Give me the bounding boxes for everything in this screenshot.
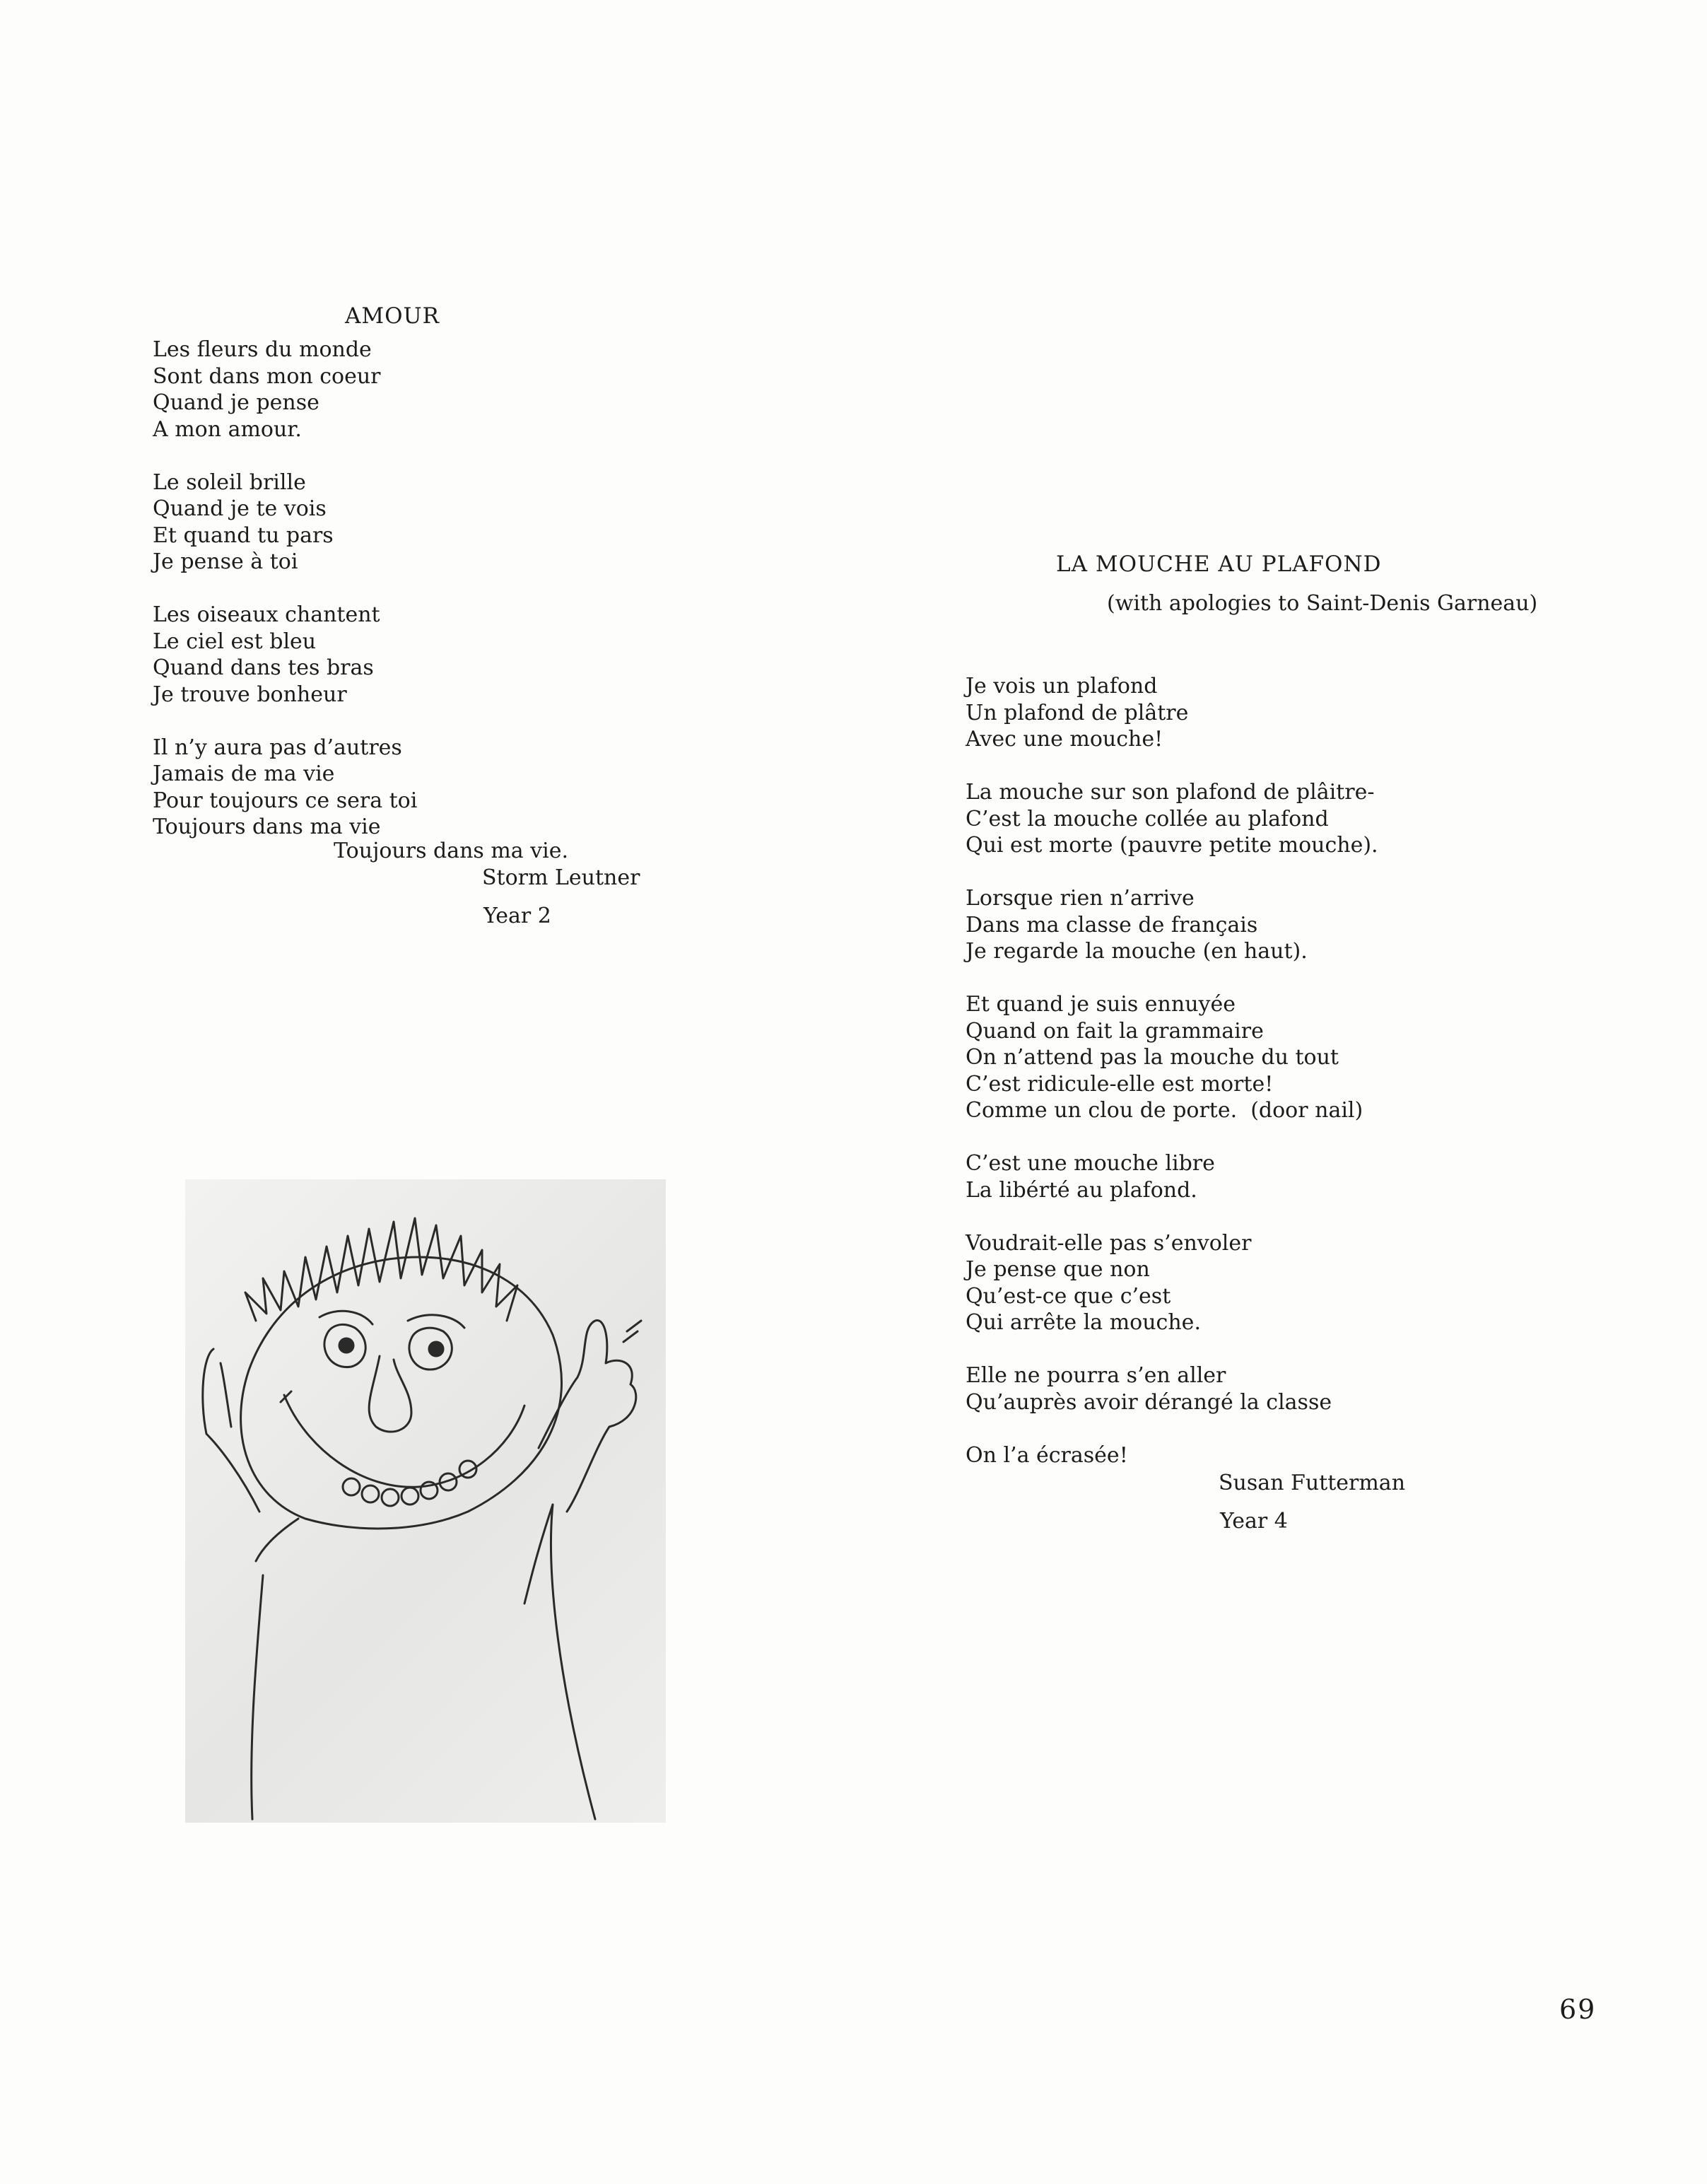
stanza-gap [966,859,1378,886]
page-number: 69 [1559,1994,1597,2025]
child-drawing [185,1179,666,1823]
poem-line: C’est une mouche libre [966,1151,1215,1176]
poem-line: A mon amour. [153,416,302,442]
poem-line: Qu’est-ce que c’est [966,1283,1171,1309]
poem1-year: Year 2 [483,904,551,928]
poem-line: Il n’y aura pas d’autres [153,735,402,760]
poem-line: Comme un clou de porte. (door nail) [966,1098,1363,1123]
poem-line: Voudrait-elle pas s’envoler [966,1230,1252,1256]
poem-line: C’est ridicule-elle est morte! [966,1071,1274,1097]
poem2-title: LA MOUCHE AU PLAFOND [1056,551,1382,577]
poem-line: Je pense à toi [153,549,298,574]
poem-line: La libérté au plafond. [966,1177,1197,1203]
poem-line: C’est la mouche collée au plafond [966,806,1329,831]
poem-line: Je trouve bonheur [153,682,347,707]
stanza-gap [966,1203,1378,1230]
poem-line: Jamais de ma vie [153,761,335,786]
poem-line: Et quand je suis ennuyée [966,992,1236,1017]
poem-line: Dans ma classe de français [966,912,1258,938]
poem-line: Et quand tu pars [153,522,334,548]
poem1-title: AMOUR [345,303,440,329]
poem-line: Pour toujours ce sera toi [153,788,418,813]
poem2-subtitle: (with apologies to Saint-Denis Garneau) [1107,591,1538,616]
poem1-body [153,337,417,841]
poem-line: Quand je pense [153,390,319,415]
stanza-gap [966,753,1378,780]
poem-line: Qui arrête la mouche. [966,1310,1201,1335]
stanza-gap [153,576,417,602]
poem-line: Sont dans mon coeur [153,363,381,389]
poem1-final-line: Toujours dans ma vie. [334,839,569,863]
poem2-body [966,673,1378,1468]
poem-line: Qui est morte (pauvre petite mouche). [966,833,1378,858]
poem-line: Quand on fait la grammaire [966,1018,1264,1044]
poem2-author: Susan Futterman [1219,1471,1406,1495]
stanza-gap [153,708,417,735]
poem-line: Elle ne pourra s’en aller [966,1363,1226,1388]
stanza-gap [966,1336,1378,1363]
smiling-face-drawing-icon [185,1179,666,1823]
poem-line: Toujours dans ma vie [153,814,381,839]
stanza-gap [966,965,1378,992]
poem-line: Les fleurs du monde [153,337,372,362]
poem2-year: Year 4 [1220,1509,1288,1534]
poem-line: Qu’auprès avoir dérangé la classe [966,1389,1332,1415]
poem-line: Je vois un plafond [966,674,1158,699]
poem1-author: Storm Leutner [482,865,640,890]
poem-line: Le soleil brille [153,469,306,495]
stanza-gap [966,1415,1378,1442]
poem-line: On n’attend pas la mouche du tout [966,1045,1339,1070]
stanza-gap [153,443,417,469]
poem-line: On l’a écrasée! [966,1442,1128,1468]
poem-line: Les oiseaux chantent [153,602,380,627]
poem-line: Le ciel est bleu [153,629,317,654]
poem-line: Quand je te vois [153,496,327,521]
poem-line: Un plafond de plâtre [966,700,1189,725]
poem-line: Je pense que non [966,1257,1150,1282]
poem-line: Lorsque rien n’arrive [966,886,1195,911]
poem-line: La mouche sur son plafond de plâitre- [966,780,1375,805]
poem-line: Je regarde la mouche (en haut). [966,939,1308,964]
poem-line: Avec une mouche! [966,727,1163,752]
stanza-gap [966,1124,1378,1151]
poem-line: Quand dans tes bras [153,655,374,680]
